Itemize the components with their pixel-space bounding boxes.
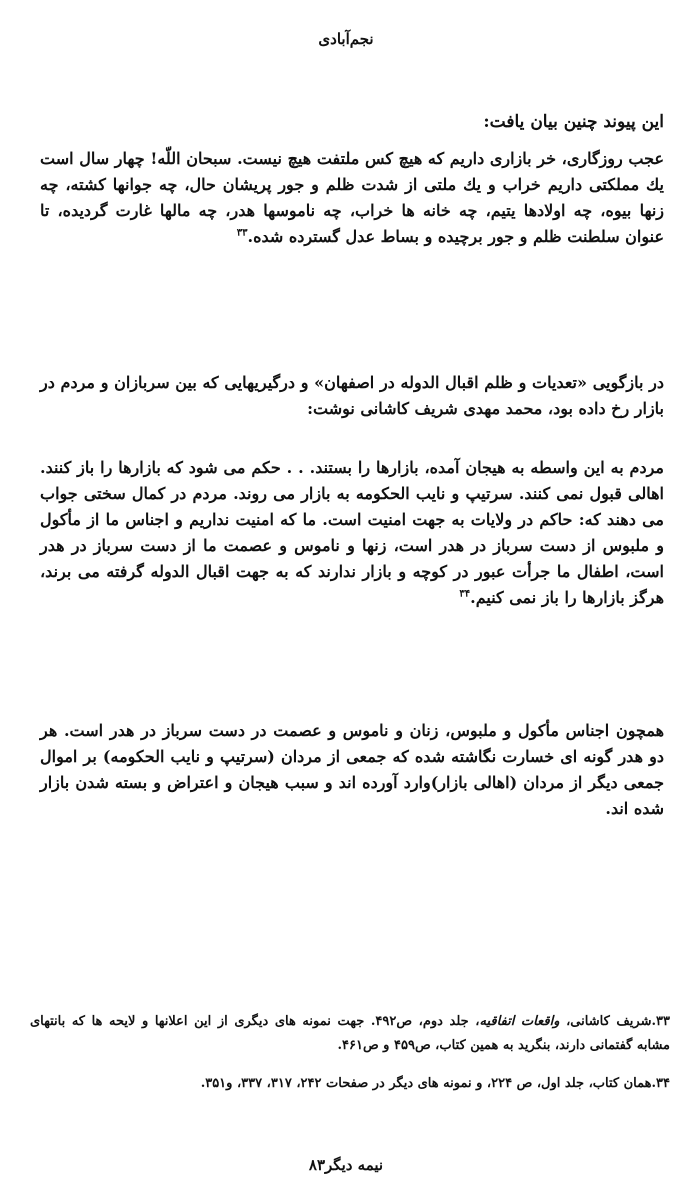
running-header: نجم‌آبادی (318, 30, 374, 48)
footnotes (30, 1010, 670, 1110)
page-footer: نیمه دیگر۸۳ (308, 1156, 384, 1174)
quote-paragraph-3-text: مردم به این واسطه به هیجان آمده، بازارها را بستند. . . حکم می شود که بازارها را باز کنند. اهالی قبول نمی کنند. سرتیپ و نایب الحکومه به بازار می روند. مردم در کمال سختی جواب می دهند که: حاکم در ولایات به جهت امنیت است. ما که امنیت نداریم و اجناس ما از مأکول و ملبوس از دست سرباز در هدر است، زنها و ناموس و عصمت ما از دست سرباز در هدر است، اطفال ما جرأت عبور در کوچه و بازار ندارند که به جهت اقبال الدوله گرفته می برند، هرگز بازارها را باز نمی کنیم. (40, 458, 664, 607)
footnote-33-prefix: ۳۳.شریف کاشانی، (566, 1014, 670, 1029)
intro-line: این پیوند چنین بیان یافت: (483, 112, 664, 132)
quote-paragraph-1 (40, 146, 664, 250)
footnote-34 (30, 1072, 670, 1096)
footnote-ref-34[interactable]: ۳۴ (459, 588, 471, 600)
footnote-33 (30, 1010, 670, 1058)
footnote-ref-33[interactable]: ۳۳ (236, 227, 248, 239)
footnote-33-rest: ، جلد دوم، ص۴۹۲. جهت نمونه های دیگری از این اعلانها و لایحه ها که بانتهای مشابه گفتمانی دارند، بنگرید به همین کتاب، ص۴۵۹ و ص۴۶۱. (30, 1014, 670, 1053)
body-paragraph-2: در بازگویی «تعدیات و ظلم اقبال الدوله در اصفهان» و درگیریهایی که بین سربازان و مردم در بازار رخ داده بود، محمد مهدی شریف کاشانی نوشت: (40, 373, 664, 418)
body-paragraph-4: همچون اجناس مأکول و ملبوس، زنان و ناموس و عصمت در دست سرباز در هدر است. هر دو هدر گونه ای خسارت نگاشته شده که جمعی از مردان (سرتیپ و نایب الحکومه) بر اموال جمعی دیگر از مردان (اهالی بازار)وارد آورده اند و سبب هیجان و اعتراض و بسته شدن بازار شده اند. (40, 721, 664, 818)
footnote-33-title: واقعات اتفاقیه (479, 1014, 560, 1029)
footnote-34-text: ۳۴.همان کتاب، جلد اول، ص ۲۲۴، و نمونه های دیگر در صفحات ۲۴۲، ۳۱۷، ۳۳۷، و۳۵۱. (200, 1076, 670, 1091)
quote-paragraph-3 (40, 455, 664, 611)
quote-paragraph-1-text: عجب روزگاری، خر بازاری داریم که هیچ کس ملتفت هیچ نیست. سبحان اللّه! چهار سال است یك مملکتی داریم خراب و یك ملتی از شدت ظلم و جور پریشان حال، چه جوانها کشته، چه زنها بیوه، چه اولادها یتیم، چه خانه ها خراب، چه ناموسها هدر، چه مالها غارت گردیده، تا عنوان سلطنت ظلم و جور برچیده و بساط عدل گسترده شده. (40, 149, 664, 246)
